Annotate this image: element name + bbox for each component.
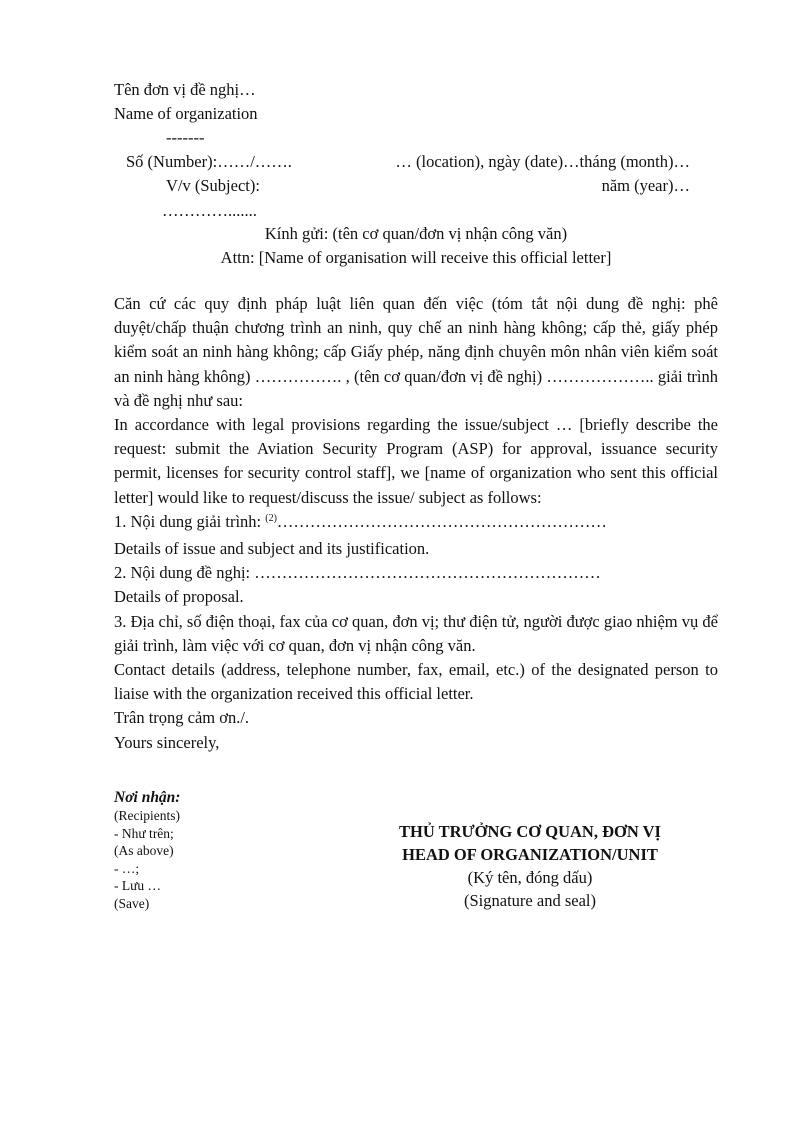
document-year: năm (year)…: [601, 176, 690, 195]
place-and-date: … (location), ngày (date)…tháng (month)…: [395, 152, 690, 171]
document-subject: V/v (Subject):: [166, 176, 260, 195]
addressee-vi: Kính gửi: (tên cơ quan/đơn vị nhận công văn): [264, 224, 568, 243]
recipients-line: - Lưu …: [114, 878, 162, 893]
signatory-title-en: HEAD OF ORGANIZATION/UNIT: [402, 845, 658, 864]
item-3-vi: 3. Địa chỉ, số điện thoại, fax của cơ quan, đơn vị; thư điện tử, người được giao nhiệm vụ để giải trình, làm việc với cơ quan, đơn vị nhận công văn.: [114, 611, 718, 655]
item-1-en: Details of issue and subject and its justification.: [114, 539, 430, 559]
signatory-title-vi: THỦ TRƯỞNG CƠ QUAN, ĐƠN VỊ: [399, 822, 661, 841]
item-2-vi: 2. Nội dung đề nghị: ………………………………………………………: [114, 563, 601, 583]
item-1-dots: ……………………………………………………: [276, 511, 607, 531]
closing-en: Yours sincerely,: [114, 732, 220, 752]
subject-placeholder: ………….......: [162, 201, 257, 220]
letter-body: [114, 292, 718, 755]
document-number: Số (Number):……/…….: [126, 152, 292, 171]
footnote-marker: (2): [265, 512, 277, 524]
recipients-title: Nơi nhận:: [114, 789, 181, 806]
item-1-label: 1. Nội dung giải trình:: [114, 511, 266, 531]
signature-block: [330, 820, 730, 912]
item-1-vi: [114, 510, 718, 537]
org-name-vi: Tên đơn vị đề nghị…: [114, 80, 256, 99]
org-name-en: Name of organization: [114, 104, 258, 123]
recipients-line: (Recipients): [114, 808, 180, 823]
item-2-en: Details of proposal.: [114, 587, 244, 607]
recipients-block: [114, 788, 314, 912]
closing-vi: Trân trọng cảm ơn./.: [114, 708, 250, 728]
signature-note-vi: (Ký tên, đóng dấu): [467, 868, 593, 887]
recipients-line: - …;: [114, 860, 140, 876]
header-separator: -------: [166, 128, 205, 147]
intro-paragraph-vi: Căn cứ các quy định pháp luật liên quan đến việc (tóm tắt nội dung đề nghị: phê duyệt/chấp thuận chương trình an ninh, quy chế an ninh hàng không; cấp thẻ, giấy phép kiểm soát an ninh hàng không; cấp Giấy phép, năng định chuyên môn nhân viên kiểm soát an ninh hàng không) ……………. , (tên cơ quan/đơn vị đề nghị) ……………….. giải trình và đề nghị như sau:: [114, 294, 718, 410]
recipients-line: - Như trên;: [114, 825, 174, 841]
recipients-line: (As above): [114, 843, 174, 858]
intro-paragraph-en: In accordance with legal provisions regarding the issue/subject … [briefly describe the request: submit the Aviation Security Program (ASP) for approval, issuance security permit, licenses for security control staff], we [name of organization who sent this official letter] would like to request/discuss the issue/ subject as follows:: [114, 415, 718, 507]
signature-note-en: (Signature and seal): [464, 891, 596, 910]
recipients-line: (Save): [114, 895, 150, 911]
item-3-en: Contact details (address, telephone number, fax, email, etc.) of the designated person to liaise with the organization received this official letter.: [114, 660, 718, 704]
addressee-en: Attn: [Name of organisation will receive this official letter]: [220, 248, 612, 267]
